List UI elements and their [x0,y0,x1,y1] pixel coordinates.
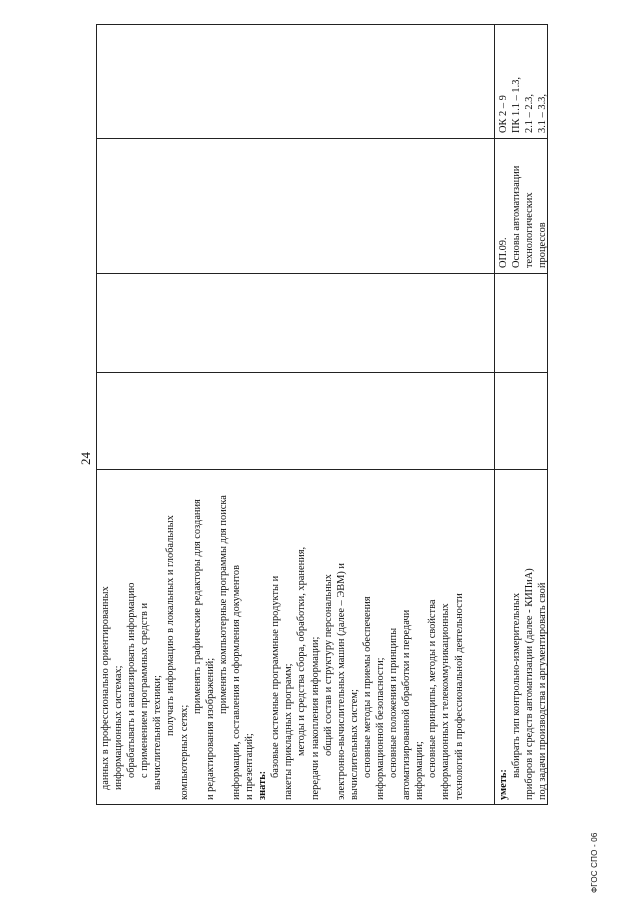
text-line: информации, составления и оформления документов [230,565,242,800]
text-line: основные принципы, методы и свойства [427,599,439,778]
text-line: технологий в профессиональной деятельности [453,593,465,800]
text-line: пакеты прикладных программ; [283,663,295,800]
knowledge-cell [99,495,466,800]
text-line: передачи и накопления информации; [309,636,321,800]
text-line: и презентаций; [244,733,256,800]
text-line: под задачи производства и аргументировать свой [537,582,549,800]
competence-code: 2.1 – 2.3, [524,94,536,133]
curriculum-table [96,24,548,805]
text-line: выбирать тип контрольно-измерительных [511,592,523,778]
text-line: приборов и средств автоматизации (далее - КИПиА) [524,568,536,800]
column-divider [97,138,547,139]
text-line: данных в профессионально ориентированных [100,586,111,790]
document-footer: ФГОС СПО - 06 [590,832,599,893]
discipline-cell [497,166,549,268]
text-line: обрабатывать и анализировать информацию [126,582,138,778]
text-line: основные методы и приемы обеспечения [361,596,373,778]
row-divider [494,25,495,804]
discipline-title: технологических [524,192,536,268]
page-number: 24 [78,452,93,465]
text-line: информации; [414,741,426,800]
competence-cell [497,77,549,133]
text-line: информационных системах; [113,665,125,790]
text-line: компьютерных сетях; [178,704,190,800]
section-heading: знать: [257,770,269,800]
skills-cell [497,568,549,800]
text-line: вычислительных систем; [348,689,360,800]
text-line: базовые системные программные продукты и [270,575,282,778]
discipline-code: ОП.09. [498,237,509,268]
text-line: с применением программных средств и [139,602,151,778]
text-line: вычислительной техники; [152,675,164,790]
text-line: применять графические редакторы для создания [191,499,203,714]
text-line: методы и средства сбора, обработки, хранения, [296,546,308,756]
text-line: электронно-вычислительных машин (далее – ЭВМ) и [335,563,347,800]
competence-code: 3.1 – 3.3, [537,94,549,133]
text-line: общий состав и структуру персональных [322,574,334,756]
text-line: информационной безопасности; [374,657,386,800]
section-heading: уметь: [498,769,509,800]
text-line: основные положения и принципы [388,627,400,778]
discipline-title: Основы автоматизации [511,165,523,268]
column-divider [97,273,547,274]
text-line: получать информацию в локальных и глобальных [165,515,177,736]
text-line: и редактирования изображений; [204,657,216,800]
discipline-title: процессов [537,222,549,268]
column-divider [97,469,547,470]
column-divider [97,372,547,373]
text-line: применять компьютерные программы для поиска [217,495,229,714]
text-line: информационных и телекоммуникационных [440,603,452,800]
competence-code: ОК 2 – 9 [498,95,509,133]
competence-code: ПК 1.1 – 1.3, [511,77,523,133]
text-line: автоматизированной обработки и передачи [401,609,413,800]
